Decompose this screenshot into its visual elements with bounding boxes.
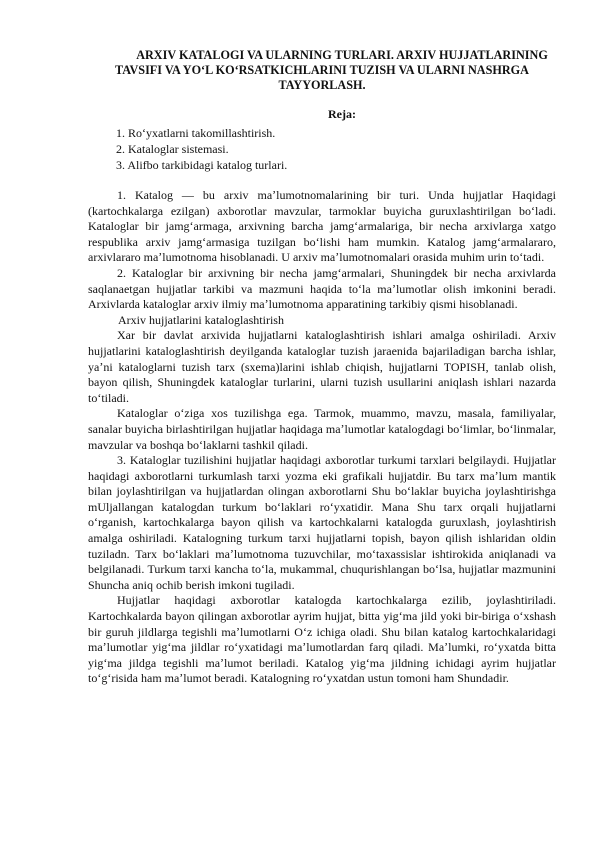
section-subheading: Arxiv hujjatlarini kataloglashtirish xyxy=(118,312,284,327)
paragraph-2: 2. Kataloglar bir arxivning bir necha jamgʻarmalari, Shuningdek bir necha arxivlarda saqlanaetgan hujjatlar tarkibi va mazmuni haqida toʻla maʼlumotlar olish imkonini beradi. Arxivlarda kataloglar arxiv ilmiy maʼlumotnoma apparatining tarkibiy qismi hisoblanadi. xyxy=(88,265,556,312)
paragraph-4: Kataloglar oʻziga xos tuzilishga ega. Tarmok, muammo, mavzu, masala, familiyalar, sanalar buyicha birlashtirilgan hujjatlar haqidaga maʼlumotlar katalogdagi boʻlimlar, boʻlinmalar, mavzular va boshqa boʻlaklarni tashkil qiladi. xyxy=(88,406,556,452)
paragraph-6: Hujjatlar haqidagi axborotlar katalogda kartochkalarga ezilib, joylashtiriladi. Kartochkalarda bayon qilingan axborotlar ayrim hujjat, bitta yigʻma jild yoki bir-biriga oʻxshash bir guruh jildlarga tegishli maʼlumotlarni Oʻz ichiga oladi. Shu bilan katalog kartochkalaridagi maʼlumotlar yigʻma jildlar roʻyxatidagi maʼlumotlardan farq qiladi. Maʼlumki, roʻyxatda bitta yigʻma jildga tegishli maʼlumot beriladi. Katalog yigʻma jildning ichidagi ayrim hujjatlar toʻgʻrisida ham maʼlumot beradi. Katalogning roʻyxatdan ustun tomoni ham Shundadir. xyxy=(88,593,556,686)
plan-item: 3. Alifbo tarkibidagi katalog turlari. xyxy=(116,158,288,172)
paragraph-1: 1. Katalog — bu arxiv maʼlumotnomalarining bir turi. Unda hujjatlar Haqidagi (kartochkalarga ezilgan) axborotlar mavzular, tarmoklar buyicha guruxlashtirilgan boʻladi. Kataloglar bir jamgʻarmaga, arxivning barcha jamgʻarmalariga, bir necha arxivlarga xatgo respublika arxiv jamgʻarmasiga tuzilgan boʻlishi ham mumkin. Katalog jamgʻarmalararo, arxivlararo maʼlumotnoma hisoblanadi. U arxiv maʼlumotnomalari orasida muhim urin toʻtadi. xyxy=(88,188,556,265)
paragraph-3: Xar bir davlat arxivida hujjatlarni kataloglashtirish ishlari amalga oshiriladi. Arxiv hujjatlarini kataloglashtirish deyilganda kataloglar tuzish jaraenida bajariladigan barcha ishlar, yaʼni kataloglarni tuzish tarx (sxema)larini ishlab chiqish, hujjatlarni TOPISH, tanlab olish, bayon qilish, Shuningdek kataloglar turlarini, ularni tuzish usullarini aniqlash ishlari nazarda toʻtiladi. xyxy=(88,328,556,405)
plan-item: 1. Roʻyxatlarni takomillashtirish. xyxy=(116,126,276,140)
plan-list xyxy=(88,125,556,173)
paragraph-5: 3. Kataloglar tuzilishini hujjatlar haqidagi axborotlar turkumi tarxlari belgilaydi. Hujjatlar haqidagi axborotlarni turkumlash tarxi yozma eki grafikali hujjatdir. Bu tarx maʼlum mantik bilan joylashtirilgan va hujjatlardan olingan axborotlarni Shu boʻlaklar buyicha joylashtirishga mUljallangan katalogdan turkum boʻlaklari roʻyxatidir. Mana Shu tarx orqali hujjatlarni oʻrganish, kartochkalarga bayon qilish va kartochkalarni katalogda guruxlash, joylashtirish amalga oshiriladi. Katalogning turkum tarxi hujjatlarni topish, bayon qilish ishlaridan oldin tuziladn. Tarx boʻlaklari maʼlumotnoma tuzuvchilar, moʻtaxassislar ishtirokida aniqlanadi va belgilanadi. Turkum tarxi kancha toʻla, mukammal, chuqurishlangan boʻlsa, hujjatlar mazmunini Shuncha aniq ochib berish imkoni tugiladi. xyxy=(88,453,556,592)
plan-item: 2. Kataloglar sistemasi. xyxy=(116,142,229,156)
plan-heading: Reja: xyxy=(328,107,356,121)
document-title: ARXIV KATALOGI VA ULARNING TURLARI. ARXIV HUJJATLARINING TAVSIFI VA YOʻL KOʻRSATKICHLARINI TUZISH VA ULARNI NASHRGA TAYYORLASH. xyxy=(115,48,548,92)
